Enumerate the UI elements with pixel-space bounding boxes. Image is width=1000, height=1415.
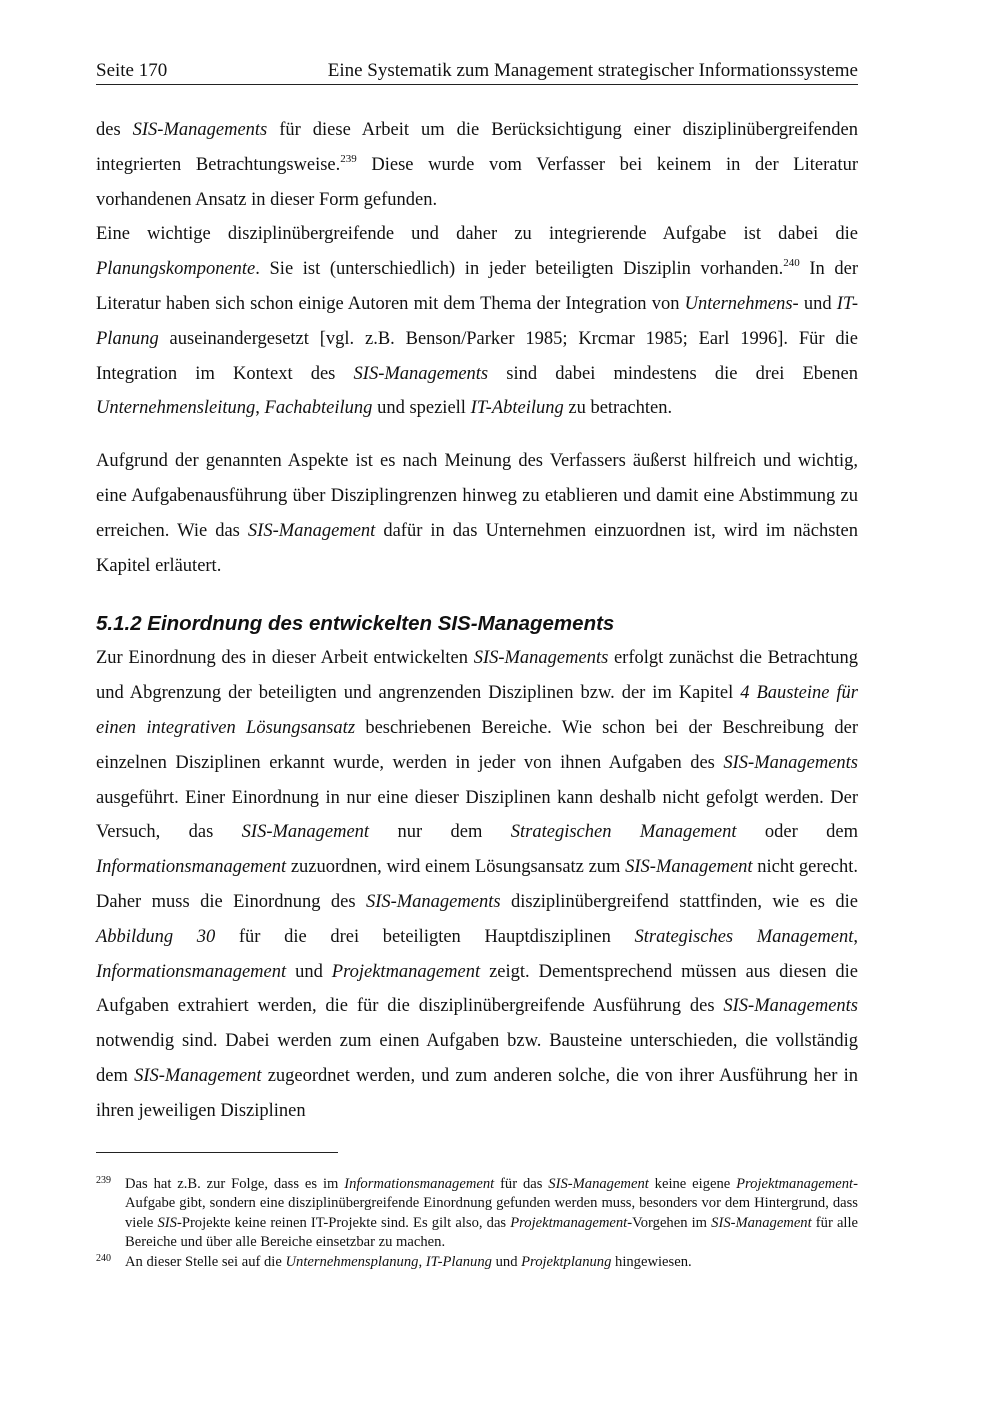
footnote-ref-239[interactable]: 239: [340, 152, 357, 165]
text-run: -Vorgehen im: [627, 1214, 712, 1231]
text-run: In der Literatur haben sich schon einige Autoren mit dem Thema der Integration von: [96, 259, 858, 314]
text-run: An dieser Stelle sei auf die: [125, 1254, 286, 1270]
text-run: keine eigene: [648, 1176, 737, 1192]
text-run: ,: [853, 926, 858, 947]
footnote-text: [125, 1253, 858, 1272]
italic-term: IT-Planung: [425, 1254, 492, 1270]
page-header: [96, 58, 858, 85]
text-run: notwendig sind. Dabei werden zum einen Aufgaben bzw. Bausteine unterschieden, die vollständig dem: [96, 1031, 858, 1086]
text-run: für die drei beteiligten Hauptdisziplinen: [215, 926, 635, 947]
text-run: beschriebenen Bereiche. Wie schon bei der Beschreibung der einzelnen Disziplinen erkannt wurde, werden in jeder von ihnen Aufgaben des: [96, 717, 858, 773]
italic-term: Informationsmanagement: [96, 857, 287, 878]
italic-term: Strategischen Management: [510, 822, 737, 843]
italic-term: SIS-Management: [241, 822, 370, 843]
text-run: sind dabei mindestens die drei Ebenen: [488, 363, 858, 384]
main-text: [96, 113, 858, 1129]
italic-term: SIS-Managements: [723, 996, 858, 1017]
text-run: zugeordnet werden, und zum anderen solche, die von ihrer Ausführung her in ihren jeweiligen Disziplinen: [96, 1065, 858, 1121]
text-run: ,: [255, 398, 265, 419]
italic-term: Projektmanagement: [331, 961, 481, 982]
text-run: Zur Einordnung des in dieser Arbeit entwickelten: [96, 648, 474, 669]
italic-term: IT-Abteilung: [470, 398, 564, 419]
text-run: . Sie ist (unterschiedlich) in jeder beteiligten Disziplin vorhanden.: [255, 259, 784, 280]
text-run: nicht gerecht. Daher muss die Einordnung des: [96, 857, 858, 912]
paragraph-3: [96, 444, 858, 583]
footnote-separator: [96, 1152, 338, 1153]
italic-term: SIS-Management: [711, 1214, 812, 1231]
text-run: und: [491, 1254, 522, 1270]
italic-term: SIS-Managements: [132, 120, 268, 140]
italic-term: Unternehmensleitung: [96, 398, 256, 419]
text-run: disziplinübergreifend stattfinden, wie es die: [500, 891, 858, 912]
text-run: und speziell: [372, 398, 471, 419]
text-run: Eine wichtige disziplinübergreifende und daher zu integrierende Aufgabe ist dabei die: [96, 224, 858, 245]
text-run: ausgeführt. Einer Einordnung in nur eine dieser Disziplinen kann deshalb nicht gefolgt werden. Der Versuch, das: [96, 787, 858, 843]
text-run: nur dem: [369, 822, 511, 843]
text-run: zuzuordnen, wird einem Lösungsansatz zum: [286, 857, 626, 878]
paragraph-spacer: [96, 426, 858, 444]
text-run: für diese Arbeit um die Berücksichtigung einer disziplinübergreifenden integrierten Betrachtungsweise.: [96, 120, 858, 175]
text-run: und: [798, 293, 837, 314]
section-spacer: [96, 583, 858, 603]
chapter-reference[interactable]: 4 Bausteine für einen integrativen Lösungsansatz: [96, 683, 858, 738]
paragraph-1: [96, 113, 858, 217]
italic-term: Unternehmensplanung: [285, 1254, 419, 1270]
italic-term: Projektmanagement: [510, 1214, 628, 1231]
italic-term: SIS-Management: [548, 1176, 649, 1192]
italic-term: SIS-Managements: [723, 752, 858, 773]
running-title: Eine Systematik zum Management strategischer Informationssysteme: [327, 60, 858, 81]
text-run: Aufgrund der genannten Aspekte ist es nach Meinung des Verfassers äußerst hilfreich und wichtig, eine Aufgabenausführung über Disziplingrenzen hinweg zu etablieren und damit eine Abstimmung zu erreichen. Wie das: [96, 451, 858, 541]
text-run: Das hat z.B. zur Folge, dass es im: [125, 1176, 345, 1192]
text-run: -Aufgabe gibt, sondern eine disziplinübergreifende Einordnung gefunden werden muss, besonders vor dem Hintergrund, dass viele: [125, 1176, 858, 1231]
text-run: ,: [418, 1254, 426, 1270]
italic-term: SIS-Managements: [365, 891, 501, 912]
paragraph-2: [96, 217, 858, 426]
text-run: für das: [494, 1176, 549, 1192]
italic-term: Projektplanung: [521, 1254, 612, 1270]
italic-term: Strategisches Management: [634, 926, 854, 947]
italic-term: Informationsmanagement: [344, 1176, 495, 1192]
italic-term: Projektmanagement: [736, 1176, 854, 1192]
footnote-number: 240: [96, 1253, 111, 1264]
figure-reference[interactable]: Abbildung 30: [96, 926, 216, 947]
italic-term: SIS-Managements: [473, 648, 609, 669]
text-run: hingewiesen.: [611, 1254, 692, 1270]
italic-term: Informationsmanagement: [96, 961, 287, 982]
italic-term: SIS-Management: [247, 520, 376, 541]
section-heading: 5.1.2 Einordnung des entwickelten SIS-Managements: [96, 612, 615, 636]
footnote-number: 239: [96, 1175, 111, 1186]
italic-term: Unternehmens-: [684, 293, 799, 314]
text-run: oder dem: [736, 822, 858, 843]
italic-term: SIS: [157, 1214, 177, 1231]
page-number: Seite 170: [96, 60, 168, 81]
text-run: und: [286, 961, 332, 982]
footnote-239: [96, 1175, 858, 1253]
text-run: auseinandergesetzt [vgl. z.B. Benson/Parker 1985; Krcmar 1985; Earl 1996]. Für die Integration im Kontext des: [96, 328, 858, 384]
text-run: zu betrachten.: [563, 398, 673, 419]
text-run: des: [96, 120, 133, 140]
text-run: dafür in das Unternehmen einzuordnen ist, wird im nächsten Kapitel erläutert.: [96, 520, 858, 576]
italic-term: Fachabteilung: [264, 398, 373, 419]
text-run: für alle Bereiche und über alle Bereiche einsetzbar zu machen.: [125, 1214, 859, 1251]
footnote-240: [96, 1253, 858, 1272]
text-run: zeigt. Dementsprechend müssen aus diesen die Aufgaben extrahiert werden, die für die disziplinübergreifende Ausführung des: [96, 961, 858, 1017]
text-run: -Projekte keine reinen IT-Projekte sind. Es gilt also, das: [176, 1214, 511, 1231]
italic-term: Planungskomponente: [96, 259, 256, 280]
footnote-text: [125, 1175, 858, 1253]
italic-term: SIS-Management: [625, 857, 753, 878]
italic-term: IT-Planung: [96, 293, 858, 349]
italic-term: SIS-Managements: [353, 363, 489, 384]
paragraph-4: [96, 641, 858, 1128]
text-run: erfolgt zunächst die Betrachtung und Abgrenzung der beteiligten und angrenzenden Disziplinen bzw. der im Kapitel: [96, 648, 858, 704]
italic-term: SIS-Management: [134, 1065, 262, 1086]
text-run: Diese wurde vom Verfasser bei keinem in der Literatur vorhandenen Ansatz in dieser Form gefunden.: [96, 154, 859, 210]
footnote-ref-240[interactable]: 240: [783, 257, 800, 270]
